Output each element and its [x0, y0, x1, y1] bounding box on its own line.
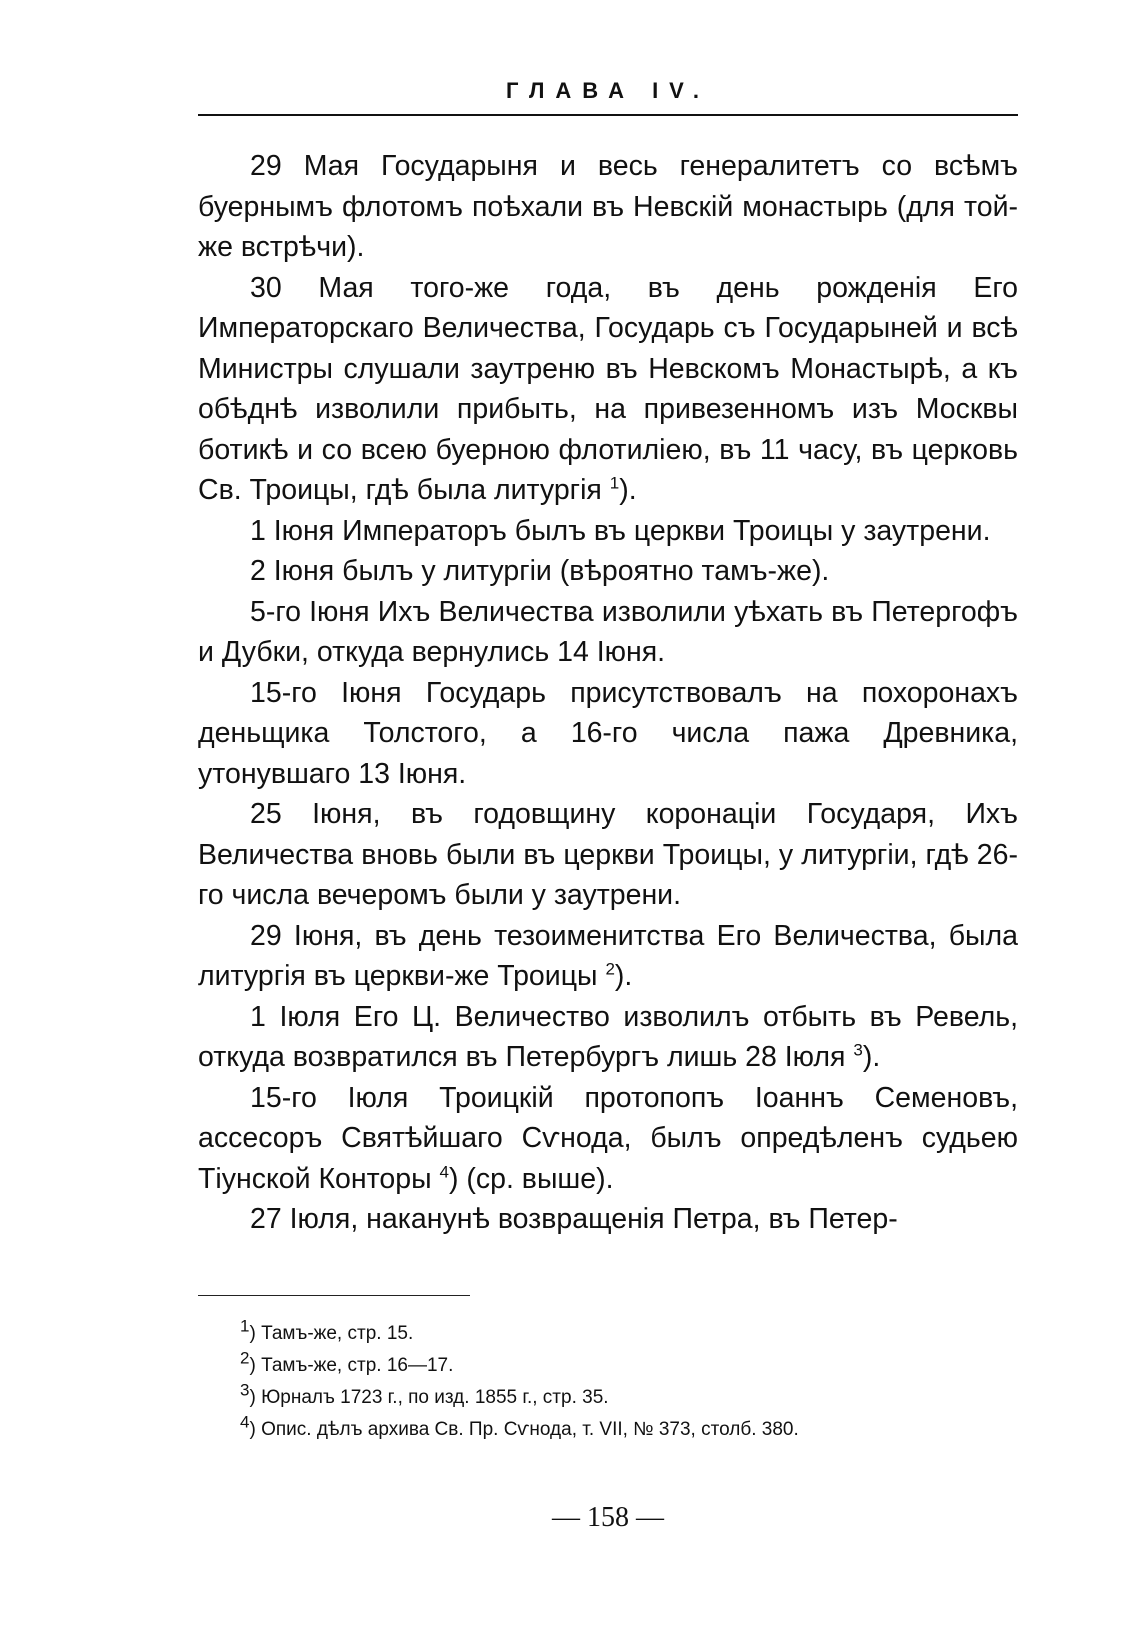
footnote-ref: 4 — [439, 1162, 449, 1181]
paragraph: 2 Іюня былъ у литургіи (вѣроятно тамъ-же). — [250, 555, 830, 587]
body-text — [198, 146, 1018, 1240]
footnotes — [240, 1318, 1040, 1446]
footnote-ref: 1 — [609, 473, 620, 493]
header-rule — [198, 114, 1018, 116]
footnote-ref: 3 — [853, 1040, 863, 1060]
paragraph: 27 Іюля, наканунѣ возвращенія Петра, въ Петер- — [250, 1203, 898, 1235]
footnote: $^3$) Юрналъ 1723 г., по изд. 1855 г., стр. 35. — [240, 1380, 609, 1408]
paragraph: 5-го Іюня Ихъ Величества изволили уѣхать въ Петергофъ и Дубки, откуда вернулись 14 Іюня. — [198, 595, 1018, 668]
paragraph: 30 Мая того-же года, въ день рожденія Его Императорскаго Величества, Государь съ Государыней и всѣ Министры слушали заутреню въ Невскомъ Монастырѣ, а къ обѣднѣ изволили прибыть, на привезенномъ изъ Москвы ботикѣ и со всею буерною флотиліею, въ 11 часу, въ церковь Св. Троицы, гдѣ была литургія $^1$). — [198, 271, 1018, 506]
paragraph: 15-го Іюня Государь присутствовалъ на похоронахъ деньщика Толстого, а 16-го числа пажа Древника, утонувшаго 13 Іюня. — [198, 676, 1018, 790]
footnote-rule — [198, 1295, 470, 1296]
paragraph: 29 Іюня, въ день тезоименитства Его Величества, была литургія въ церкви-же Троицы $^2$). — [198, 919, 1018, 992]
footnote: $^4$) Опис. дѣлъ архива Св. Пр. Сѵнода, т. VII, № 373, столб. 380. — [240, 1412, 799, 1440]
paragraph: 29 Мая Государыня и весь генералитетъ со всѣмъ буернымъ флотомъ поѣхали въ Невскій монастырь (для той-же встрѣчи). — [198, 150, 1018, 263]
running-title: ГЛАВА IV. — [506, 78, 710, 103]
footnote: $^2$) Тамъ-же, стр. 16—17. — [240, 1348, 454, 1376]
paragraph: 15-го Іюля Троицкій протопопъ Іоаннъ Семеновъ, ассесоръ Святѣйшаго Сѵнода, былъ опредѣленъ судьею Тіунской Конторы $^4$) (ср. выше). — [198, 1081, 1018, 1195]
paragraph: 1 Іюня Императоръ былъ въ церкви Троицы у заутрени. — [250, 514, 991, 547]
paragraph: 1 Іюля Его Ц. Величество изволилъ отбыть въ Ревель, откуда возвратился въ Петербургъ лишь 28 Іюля $^3$). — [198, 1000, 1018, 1073]
paragraph: 25 Іюня, въ годовщину коронаціи Государя, Ихъ Величества вновь были въ церкви Троицы, у литургіи, гдѣ 26-го числа вечеромъ были у заутрени. — [198, 798, 1018, 911]
page-number: — 158 — — [552, 1502, 664, 1533]
footnote: $^1$) Тамъ-же, стр. 15. — [240, 1316, 414, 1344]
footnote-ref: 2 — [605, 959, 615, 979]
